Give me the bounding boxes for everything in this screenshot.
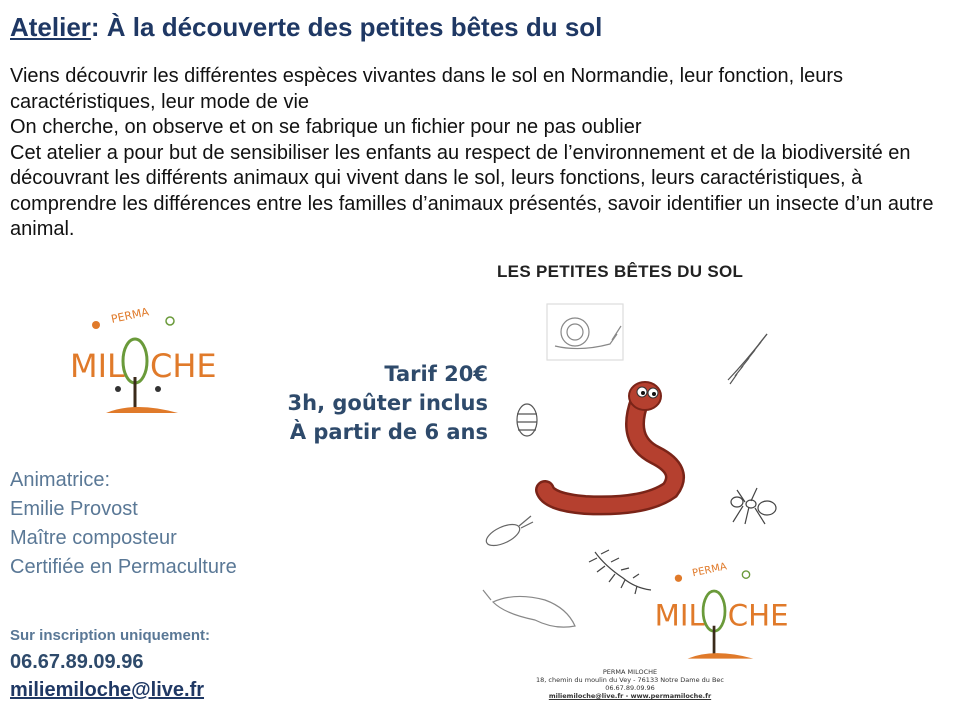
description-paragraph-3: Cet atelier a pour but de sensibiliser les enfants au respect de l’environnement et de la biodiversité en découvrant les différents animaux qui vivent dans le sol, leurs fonctions, leurs caractéristiques, à comprendre les différences entre les familles d’animaux présentés, savoir identifier un insecte d’un autre animal.: [10, 141, 934, 240]
animator-role: Maître composteur: [10, 527, 177, 549]
snail-icon: [547, 304, 623, 360]
duration: 3h, goûter inclus: [287, 391, 488, 415]
phone-number: 06.67.89.09.96: [10, 651, 144, 673]
tree-icon: [123, 339, 147, 383]
animator-block: [10, 466, 237, 582]
animator-certification: Certifiée en Permaculture: [10, 556, 237, 578]
slug-icon: [483, 590, 575, 627]
description-paragraph-1: Viens découvrir les différentes espèces vivantes dans le sol en Normandie, leur fonction, leurs caractéristiques, leur mode de vie: [10, 65, 844, 113]
poster-footer: [530, 668, 730, 700]
price: Tarif 20€: [384, 362, 488, 386]
poster-logo-che-text: CHE: [727, 598, 789, 633]
registration-note: Sur inscription uniquement:: [10, 627, 211, 644]
description-paragraph-2: On cherche, on observe et on se fabrique un fichier pour ne pas oublier: [10, 116, 642, 138]
woodlouse-icon: [517, 404, 537, 436]
tree-icon: [703, 591, 725, 631]
ground-icon: [106, 407, 178, 413]
logo-che-text: CHE: [150, 347, 217, 385]
person-icon: [155, 386, 161, 392]
footer-web: miliemiloche@live.fr - www.permamiloche.fr: [548, 692, 712, 700]
poster-title: LES PETITES BÊTES DU SOL: [497, 262, 744, 281]
person-icon: [115, 386, 121, 392]
animator-heading: Animatrice:: [10, 469, 111, 491]
animator-name: Emilie Provost: [10, 498, 138, 520]
perma-miloche-logo: [68, 305, 217, 420]
logo-mil-text: MIL: [70, 347, 125, 385]
centipede-icon: [589, 550, 651, 594]
poster-logo-mil-text: MIL: [654, 598, 705, 633]
footer-name: PERMA MILOCHE: [602, 668, 658, 676]
page-title: [10, 12, 602, 43]
logo-perma-text: PERMA: [109, 305, 151, 326]
millipede-icon: [728, 334, 767, 384]
title-label: Atelier: [10, 12, 91, 42]
poster-logo-perma-text: PERMA: [691, 561, 728, 580]
flower-icon: [92, 321, 100, 329]
pricing-block: [288, 360, 488, 447]
age-requirement: À partir de 6 ans: [289, 420, 488, 444]
springtail-icon: [483, 516, 533, 550]
footer-phone: 06.67.89.09.96: [605, 684, 655, 692]
footer-address: 18, chemin du moulin du Vey - 76133 Notre Dame du Bec: [536, 676, 724, 684]
flower-icon: [675, 575, 682, 582]
email-link[interactable]: miliemiloche@live.fr: [10, 679, 205, 701]
description: [10, 64, 940, 243]
ant-icon: [731, 488, 776, 524]
title-rest: : À la découverte des petites bêtes du sol: [90, 12, 603, 42]
earthworm-icon: [545, 382, 675, 505]
apple-icon: [742, 571, 749, 578]
poster-logo: [652, 560, 789, 665]
apple-icon: [166, 317, 174, 325]
ground-icon: [688, 653, 754, 658]
